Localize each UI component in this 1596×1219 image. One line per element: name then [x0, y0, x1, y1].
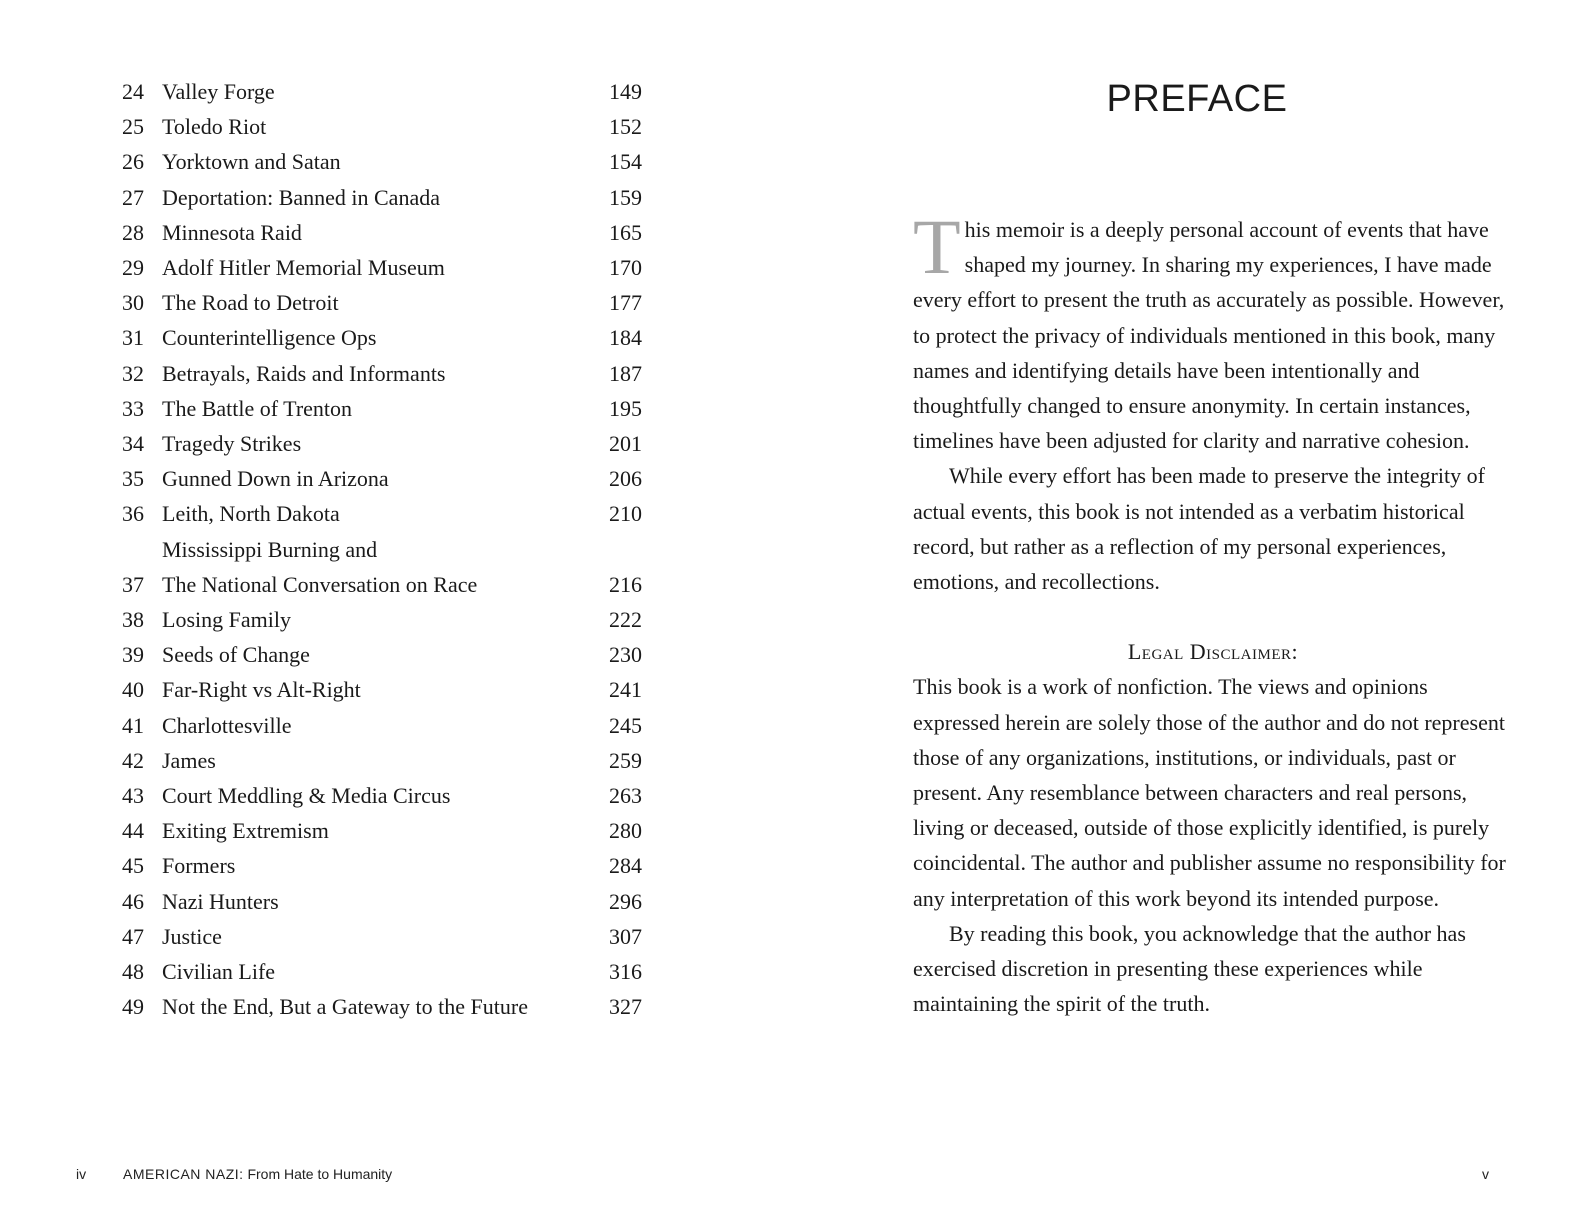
toc-chapter-number: 42	[122, 747, 144, 773]
toc-chapter-number: 44	[122, 818, 144, 844]
preface-paragraph-1-text: his memoir is a deeply personal account of events that have shaped my journey. In sharing my experiences, I have made every effort to present the truth as accurately as possible. However, to protect the privacy of individuals mentioned in this book, many names and identifying details have been intentionally and thoughtfully changed to ensure anonymity. In certain instances, timelines have been adjusted for clarity and narrative cohesion.	[913, 217, 1505, 454]
toc-title-line: Minnesota Raid	[162, 219, 302, 245]
toc-entry	[122, 180, 642, 215]
toc-chapter-title	[162, 144, 582, 179]
toc-chapter-title	[162, 426, 582, 461]
toc-page-number: 284	[609, 853, 642, 879]
toc-title-line: The Battle of Trenton	[162, 395, 353, 421]
toc-entry	[122, 602, 642, 637]
toc-title-line: The National Conversation on Race	[162, 571, 478, 597]
toc-title-line: Adolf Hitler Memorial Museum	[162, 255, 445, 281]
toc-chapter-number: 32	[122, 360, 144, 386]
toc-chapter-title	[162, 954, 582, 989]
toc-chapter-number: 46	[122, 888, 144, 914]
toc-page-number: 195	[609, 395, 642, 421]
toc-page-number: 245	[609, 712, 642, 738]
toc-chapter-title	[162, 215, 582, 250]
toc-chapter-number: 39	[122, 642, 144, 668]
toc-chapter-number: 33	[122, 395, 144, 421]
toc-page-number: 327	[609, 994, 642, 1020]
toc-entry	[122, 250, 642, 285]
toc-entry	[122, 532, 642, 602]
toc-entry	[122, 919, 642, 954]
left-page-number: iv	[76, 1166, 87, 1182]
toc-entry	[122, 461, 642, 496]
toc-chapter-number: 29	[122, 255, 144, 281]
toc-chapter-title	[162, 285, 582, 320]
toc-chapter-number: 40	[122, 677, 144, 703]
toc-title-line: Betrayals, Raids and Informants	[162, 360, 446, 386]
toc-page-number: 263	[609, 783, 642, 809]
toc-entry	[122, 426, 642, 461]
toc-title-line: Valley Forge	[162, 79, 275, 104]
toc-entry	[122, 672, 642, 707]
toc-entry	[122, 989, 642, 1024]
table-of-contents	[122, 74, 642, 1024]
toc-chapter-number: 31	[122, 325, 144, 351]
toc-chapter-number: 49	[122, 994, 144, 1020]
toc-entry	[122, 954, 642, 989]
disclaimer-paragraph-1: This book is a work of nonfiction. The views and opinions expressed herein are solely those of the author and do not represent those of any organizations, institutions, or individuals, past or present. Any resemblance between characters and real persons, living or deceased, outside of those explicitly identified, is purely coincidental. The author and publisher assume no responsibility for any interpretation of this work beyond its intended purpose.	[913, 674, 1506, 911]
toc-page-number: 307	[609, 923, 642, 949]
toc-title-line: Deportation: Banned in Canada	[162, 184, 440, 210]
toc-chapter-title	[162, 180, 582, 215]
toc-chapter-number: 35	[122, 466, 144, 492]
preface-title: PREFACE	[1106, 78, 1288, 120]
toc-title-line: Not the End, But a Gateway to the Future	[162, 994, 528, 1020]
toc-page-number: 152	[609, 114, 642, 140]
toc-chapter-number: 47	[122, 923, 144, 949]
toc-page-number: 241	[609, 677, 642, 703]
toc-chapter-number: 36	[122, 501, 144, 527]
toc-title-line: Court Meddling & Media Circus	[162, 783, 451, 809]
toc-chapter-title	[162, 919, 582, 954]
toc-chapter-title	[162, 884, 582, 919]
toc-chapter-title	[162, 532, 582, 602]
toc-chapter-number: 30	[122, 290, 144, 316]
toc-entry	[122, 215, 642, 250]
toc-page-number: 184	[609, 325, 642, 351]
toc-page-number: 159	[609, 184, 642, 210]
running-head-title: AMERICAN NAZI:	[123, 1166, 244, 1182]
toc-entry	[122, 743, 642, 778]
toc-page-number: 210	[609, 501, 642, 527]
toc-title-line: Civilian Life	[162, 959, 276, 985]
right-page	[798, 0, 1596, 1219]
toc-page-number: 201	[609, 431, 642, 457]
toc-chapter-title	[162, 496, 582, 531]
toc-page-number: 230	[609, 642, 642, 668]
toc-entry	[122, 356, 642, 391]
running-head	[123, 1166, 392, 1182]
toc-entry	[122, 285, 642, 320]
toc-chapter-title	[162, 708, 582, 743]
toc-entry	[122, 637, 642, 672]
toc-title-line: Counterintelligence Ops	[162, 325, 377, 351]
toc-title-line: Formers	[162, 853, 236, 879]
toc-chapter-title	[162, 74, 582, 109]
toc-title-line: Toledo Riot	[162, 114, 267, 140]
toc-title-line: Far-Right vs Alt-Right	[162, 677, 361, 703]
disclaimer-paragraph-2: By reading this book, you acknowledge that the author has exercised discretion in presenting these experiences while maintaining the spirit of the truth.	[913, 920, 1466, 1017]
toc-title-line: Exiting Extremism	[162, 818, 329, 844]
preface-body	[913, 203, 1513, 1021]
toc-entry	[122, 708, 642, 743]
toc-page-number: 206	[609, 466, 642, 492]
toc-entry	[122, 884, 642, 919]
toc-title-line: Tragedy Strikes	[162, 431, 302, 457]
toc-page-number: 222	[609, 607, 642, 633]
toc-page-number: 149	[609, 79, 642, 104]
toc-title-line: Leith, North Dakota	[162, 501, 340, 527]
toc-chapter-title	[162, 848, 582, 883]
right-page-number: v	[1482, 1166, 1489, 1182]
toc-chapter-number: 28	[122, 219, 144, 245]
toc-page-number: 216	[609, 571, 642, 597]
drop-cap: T	[913, 203, 961, 290]
toc-chapter-number: 45	[122, 853, 144, 879]
toc-title-line: Yorktown and Satan	[162, 149, 341, 175]
toc-title-line: Justice	[162, 923, 222, 949]
toc-chapter-number: 38	[122, 607, 144, 633]
toc-chapter-number: 26	[122, 149, 144, 175]
toc-chapter-title	[162, 461, 582, 496]
toc-title-line: Seeds of Change	[162, 642, 310, 668]
toc-chapter-number: 25	[122, 114, 144, 140]
toc-chapter-number: 24	[122, 79, 144, 104]
toc-chapter-title	[162, 320, 582, 355]
toc-title-line: Losing Family	[162, 607, 291, 633]
toc-entry	[122, 496, 642, 531]
toc-chapter-number: 48	[122, 959, 144, 985]
toc-title-line: Mississippi Burning and	[162, 536, 378, 562]
toc-chapter-number: 41	[122, 712, 144, 738]
toc-chapter-title	[162, 391, 582, 426]
running-head-subtitle: From Hate to Humanity	[247, 1166, 393, 1182]
toc-entry	[122, 813, 642, 848]
toc-chapter-title	[162, 602, 582, 637]
toc-entry	[122, 848, 642, 883]
toc-page-number: 165	[609, 219, 642, 245]
toc-title-line: James	[162, 747, 216, 773]
toc-chapter-number: 34	[122, 431, 144, 457]
toc-page-number: 187	[609, 360, 642, 386]
toc-entry	[122, 778, 642, 813]
toc-entry	[122, 391, 642, 426]
toc-chapter-title	[162, 637, 582, 672]
preface-paragraph-2: While every effort has been made to preserve the integrity of actual events, this book is not intended as a verbatim historical record, but rather as a reflection of my personal experiences, emotions, and recollections.	[913, 463, 1485, 595]
toc-page-number: 296	[609, 888, 642, 914]
toc-page-number: 154	[609, 149, 642, 175]
toc-page-number: 280	[609, 818, 642, 844]
toc-chapter-title	[162, 813, 582, 848]
toc-chapter-title	[162, 743, 582, 778]
toc-title-line: Gunned Down in Arizona	[162, 466, 389, 492]
toc-entry	[122, 74, 642, 109]
toc-chapter-title	[162, 356, 582, 391]
toc-chapter-title	[162, 109, 582, 144]
preface-paragraph-1	[913, 203, 1513, 458]
toc-chapter-title	[162, 672, 582, 707]
toc-page-number: 316	[609, 959, 642, 985]
toc-title-line: The Road to Detroit	[162, 290, 339, 316]
toc-page-number: 170	[609, 255, 642, 281]
toc-title-line: Charlottesville	[162, 712, 292, 738]
toc-title-line: Nazi Hunters	[162, 888, 279, 914]
toc-entry	[122, 144, 642, 179]
toc-chapter-number: 37	[122, 571, 144, 597]
toc-chapter-number: 27	[122, 184, 144, 210]
toc-entry	[122, 320, 642, 355]
toc-chapter-title	[162, 989, 582, 1024]
toc-chapter-title	[162, 778, 582, 813]
legal-disclaimer-heading: Legal Disclaimer:	[1127, 639, 1299, 665]
toc-chapter-number: 43	[122, 783, 144, 809]
toc-entry	[122, 109, 642, 144]
toc-chapter-title	[162, 250, 582, 285]
toc-page-number: 177	[609, 290, 642, 316]
toc-page-number: 259	[609, 747, 642, 773]
